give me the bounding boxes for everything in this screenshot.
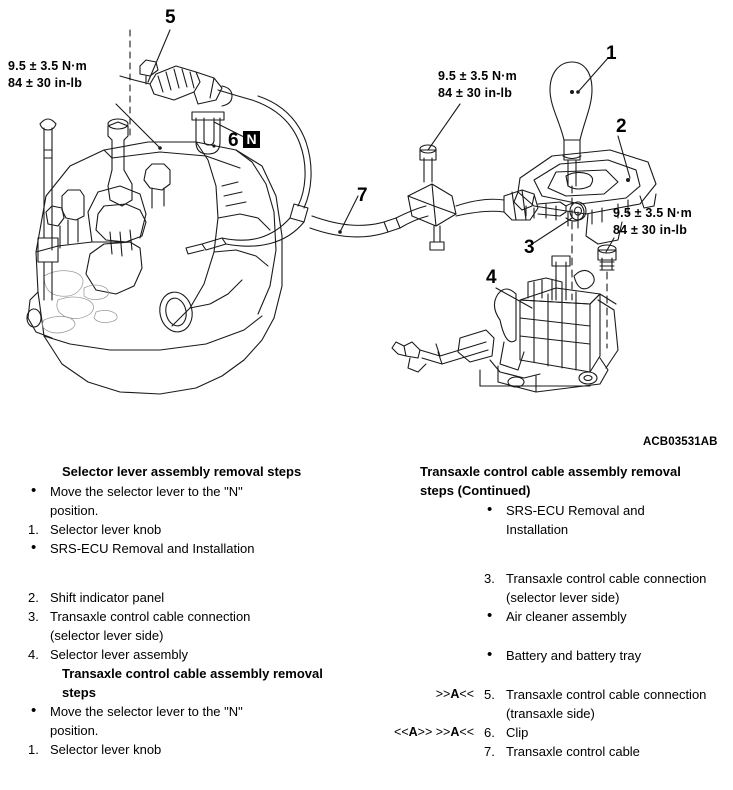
step-item <box>22 539 352 558</box>
selector-lever-assembly <box>392 256 618 392</box>
selector-lever-steps-column <box>22 462 352 759</box>
step-text: Selector lever assembly <box>50 647 188 662</box>
step-text <box>50 702 352 740</box>
step-text <box>506 569 710 607</box>
callout-3: 3 <box>524 237 535 258</box>
torque-spec-left-nm: 9.5 ± 3.5 N·m <box>8 59 87 73</box>
right-column-heading: Transaxle control cable assembly removal steps (Continued) <box>420 464 681 498</box>
torque-spec-right <box>613 205 692 239</box>
step-text: Shift indicator panel <box>50 590 165 605</box>
list-spacer <box>380 539 710 569</box>
removal-steps-section <box>0 462 733 790</box>
step-item <box>22 740 352 759</box>
step-index: • <box>487 607 493 624</box>
torque-spec-left-inlb: 84 ± 30 in-lb <box>8 76 83 90</box>
torque-spec-right-nm: 9.5 ± 3.5 N·m <box>613 206 692 220</box>
step-index: 3. <box>28 609 39 624</box>
step-item <box>380 723 710 742</box>
callout-6: 6 <box>228 130 239 151</box>
step-item <box>380 646 710 665</box>
step-text: Transaxle control cable <box>506 744 640 759</box>
step-index: • <box>487 501 493 518</box>
step-text: SRS-ECU Removal and Installation <box>506 503 645 537</box>
step-index: 7. <box>484 744 495 759</box>
step-index: 5. <box>484 687 495 702</box>
step-text <box>50 482 352 520</box>
transaxle-cable-steps-column <box>380 462 710 761</box>
cable-clip <box>192 112 224 154</box>
torque-spec-left <box>8 58 87 92</box>
step-index: 2. <box>28 590 39 605</box>
step-item <box>22 588 352 607</box>
step-text-line2: (selector lever side) <box>50 628 164 643</box>
step-item <box>22 520 352 539</box>
step-text-line2: (transaxle side) <box>506 706 595 721</box>
cable-connection-selector-side <box>504 190 586 221</box>
step-text: Selector lever knob <box>50 742 162 757</box>
step-index: 3. <box>484 571 495 586</box>
neutral-position-marker: N <box>243 131 260 148</box>
step-index: 4. <box>28 647 39 662</box>
step-text-line2: (selector lever side) <box>506 590 620 605</box>
selector-assembly-bolt <box>598 245 616 348</box>
cable-end-fitting <box>120 60 252 106</box>
callout-5: 5 <box>165 7 176 28</box>
step-text: Selector lever knob <box>50 522 162 537</box>
torque-spec-center-inlb: 84 ± 30 in-lb <box>438 86 513 100</box>
step-item <box>380 607 710 626</box>
callout-7: 7 <box>357 185 368 206</box>
step-index: • <box>31 482 37 499</box>
step-index: 1. <box>28 522 39 537</box>
step-item <box>380 569 710 607</box>
step-item <box>380 742 710 761</box>
step-text-line1: Transaxle control cable connection <box>50 609 251 624</box>
step-index: 1. <box>28 742 39 757</box>
torque-spec-right-inlb: 84 ± 30 in-lb <box>613 223 688 237</box>
step-text <box>50 607 352 645</box>
step-item <box>22 702 352 740</box>
step-text-line1: Move the selector lever to the "N" <box>50 704 243 719</box>
torque-spec-center-nm: 9.5 ± 3.5 N·m <box>438 69 517 83</box>
callout-4: 4 <box>486 267 497 288</box>
step-text-line2: position. <box>50 503 99 518</box>
step-text: Battery and battery tray <box>506 648 642 663</box>
torque-spec-center <box>438 68 517 102</box>
step-item <box>22 645 352 664</box>
step-item <box>380 685 710 723</box>
step-index: 6. <box>484 725 495 740</box>
step-item <box>22 607 352 645</box>
step-marker: <<A>> >>A<< <box>394 725 474 739</box>
list-spacer <box>22 558 352 588</box>
left-column-subheading: Transaxle control cable assembly removal steps <box>62 666 323 700</box>
list-spacer <box>380 665 710 685</box>
step-index: • <box>31 539 37 556</box>
transaxle-housing <box>27 142 282 394</box>
figure-id-code: ACB03531AB <box>643 436 718 448</box>
step-text: SRS-ECU Removal and Installation <box>50 541 255 556</box>
callout-1: 1 <box>606 43 617 64</box>
step-text-line1: Transaxle control cable connection <box>506 571 707 586</box>
step-text-line2: position. <box>50 723 99 738</box>
step-index: • <box>31 702 37 719</box>
selector-lever-knob <box>550 62 592 186</box>
list-spacer <box>380 626 710 646</box>
step-text-line1: Move the selector lever to the "N" <box>50 484 243 499</box>
step-text: Clip <box>506 725 529 740</box>
cable-mounting-bracket <box>408 145 504 250</box>
left-column-heading: Selector lever assembly removal steps <box>62 464 302 479</box>
step-item <box>22 482 352 520</box>
step-index: • <box>487 646 493 663</box>
callout-2: 2 <box>616 116 627 137</box>
step-text-line1: Transaxle control cable connection <box>506 687 707 702</box>
step-text: Air cleaner assembly <box>506 609 627 624</box>
step-item <box>380 501 710 539</box>
step-marker: >>A<< <box>435 687 474 701</box>
step-text <box>506 685 710 723</box>
